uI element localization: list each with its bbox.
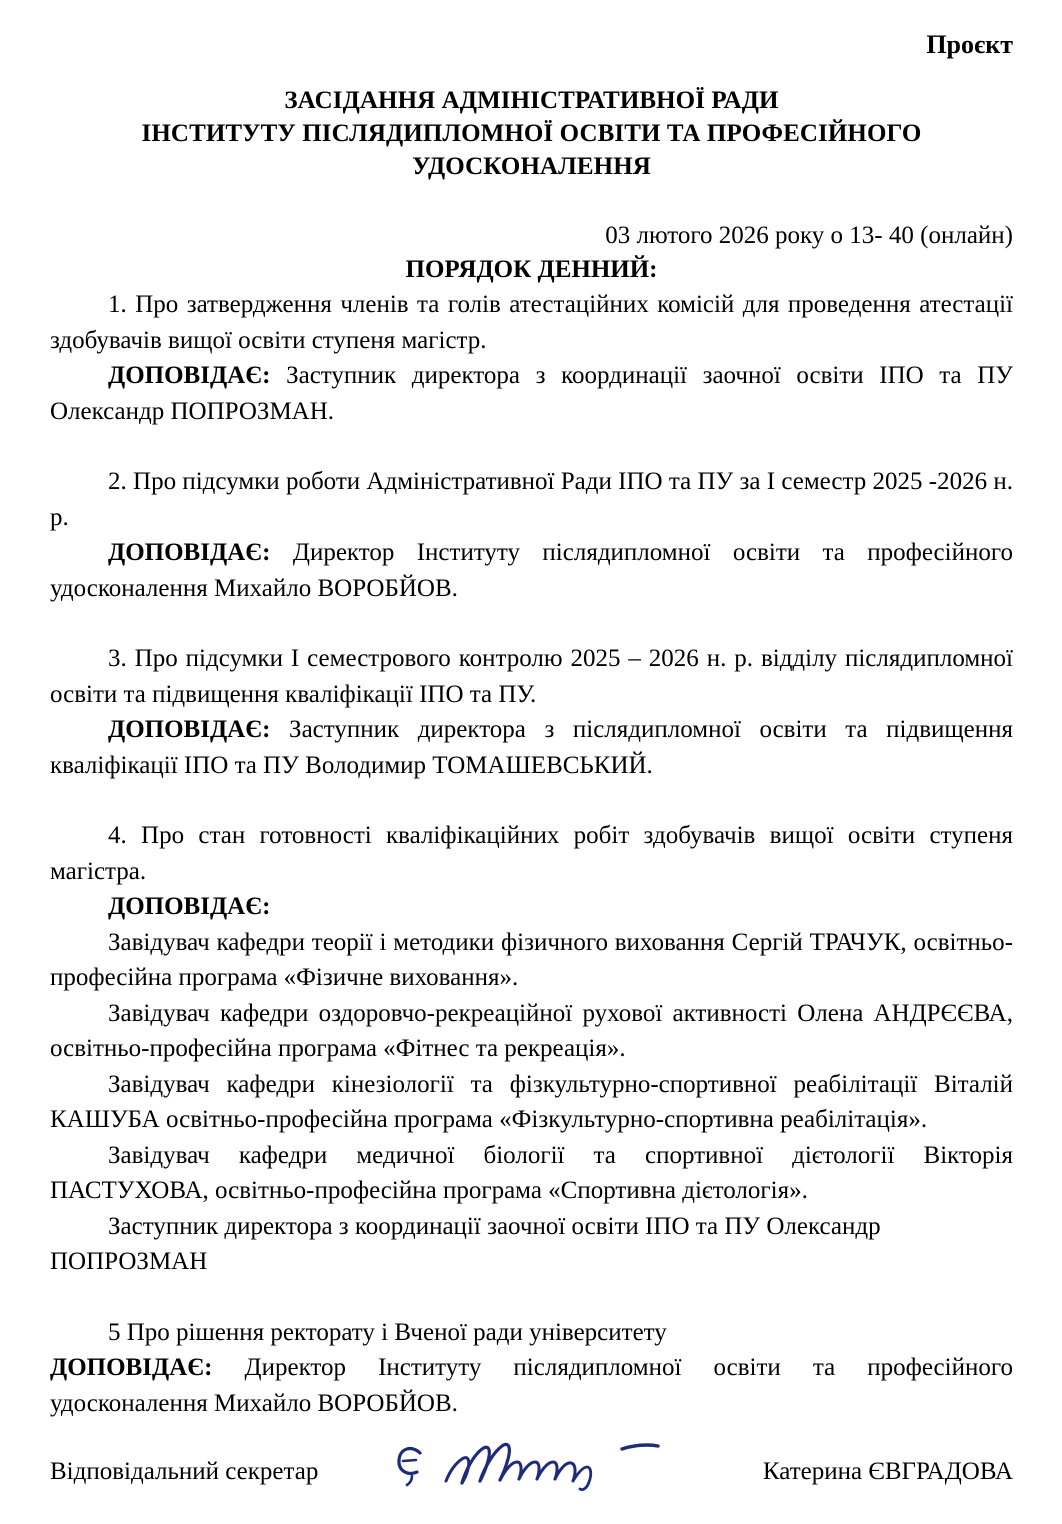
title-line-1: ЗАСІДАННЯ АДМІНІСТРАТИВНОЇ РАДИ [284, 87, 779, 114]
item4-reporter-1: Завідувач кафедри теорії і методики фізичного виховання Сергій ТРАЧУК, освітньо-професійна програма «Фізичне виховання». [50, 928, 1013, 991]
agenda-item-4-text: 4. Про стан готовності кваліфікаційних робіт здобувачів вищої освіти ступеня магістра. [50, 822, 1013, 885]
paragraph-gap [50, 1280, 1013, 1315]
agenda-item-5-text: 5 Про рішення ректорату і Вченої ради університету [108, 1318, 667, 1346]
reporter-text: Заступник директора з координації заочної освіти ІПО та ПУ Олександр ПОПРОЗМАН. [50, 362, 1013, 425]
meeting-date-line: 03 лютого 2026 року о 13- 40 (онлайн) [605, 222, 1013, 249]
reporter-text: Заступник директора з післядипломної освіти та підвищення кваліфікації ІПО та ПУ Володимир ТОМАШЕВСЬКИЙ. [50, 716, 1013, 779]
agenda-item-5-reporter [50, 1350, 1013, 1421]
item4-reporter-5: Заступник директора з координації заочної освіти ІПО та ПУ Олександр ПОПРОЗМАН [50, 1212, 881, 1275]
reporter-label: ДОПОВІДАЄ: [108, 893, 271, 920]
signature-name: Катерина ЄВГРАДОВА [762, 1458, 1013, 1485]
agenda-heading: ПОРЯДОК ДЕННИЙ: [405, 256, 658, 283]
item4-reporter-3: Завідувач кафедри кінезіології та фізкультурно-спортивної реабілітації Віталій КАШУБА освітньо-професійна програма «Фізкультурно-спортивна реабілітація». [50, 1070, 1013, 1133]
signature-role: Відповідальний секретар [50, 1458, 319, 1485]
reporter-label: ДОПОВІДАЄ: [108, 539, 271, 566]
agenda-item-1-text: 1. Про затвердження членів та голів атестаційних комісій для проведення атестації здобувачів вищої освіти ступеня магістр. [50, 291, 1013, 354]
agenda-item-3-text: 3. Про підсумки І семестрового контролю 2025 – 2026 н. р. відділу післядипломної освіти та підвищення кваліфікації ІПО та ПУ. [50, 645, 1013, 708]
reporter-text: Директор Інституту післядипломної освіти та професійного удосконалення Михайло ВОРОБЙОВ. [50, 539, 1013, 602]
paragraph-gap [50, 429, 1013, 464]
item4-reporter-4: Завідувач кафедри медичної біології та спортивної дієтології Вікторія ПАСТУХОВА, освітньо-професійна програма «Спортивна дієтологія». [50, 1141, 1013, 1204]
agenda-item-1-reporter [50, 358, 1013, 429]
signature-block [50, 1455, 1013, 1505]
title-line-3: УДОСКОНАЛЕННЯ [412, 153, 651, 180]
draft-stamp: Проєкт [926, 30, 1013, 59]
handwritten-signature-icon [390, 1419, 690, 1505]
reporter-label: ДОПОВІДАЄ: [108, 716, 271, 743]
document-content [50, 0, 1013, 1421]
agenda-item-2-reporter [50, 535, 1013, 606]
reporter-label: ДОПОВІДАЄ: [50, 1354, 213, 1381]
agenda-item-3-reporter [50, 712, 1013, 783]
agenda-item-4-reporter-label [50, 889, 1013, 925]
agenda-item-2-text: 2. Про підсумки роботи Адміністративної Ради ІПО та ПУ за І семестр 2025 -2026 н. р. [50, 468, 1013, 531]
reporter-text: Директор Інституту післядипломної освіти та професійного удосконалення Михайло ВОРОБЙОВ. [50, 1354, 1013, 1417]
item4-reporter-2: Завідувач кафедри оздоровчо-рекреаційної рухової активності Олена АНДРЄЄВА, освітньо-професійна програма «Фітнес та рекреація». [50, 999, 1013, 1062]
paragraph-gap [50, 783, 1013, 818]
document-title [50, 84, 1013, 183]
reporter-label: ДОПОВІДАЄ: [108, 362, 271, 389]
title-line-2: ІНСТИТУТУ ПІСЛЯДИПЛОМНОЇ ОСВІТИ ТА ПРОФЕСІЙНОГО [141, 120, 922, 147]
paragraph-gap [50, 606, 1013, 641]
